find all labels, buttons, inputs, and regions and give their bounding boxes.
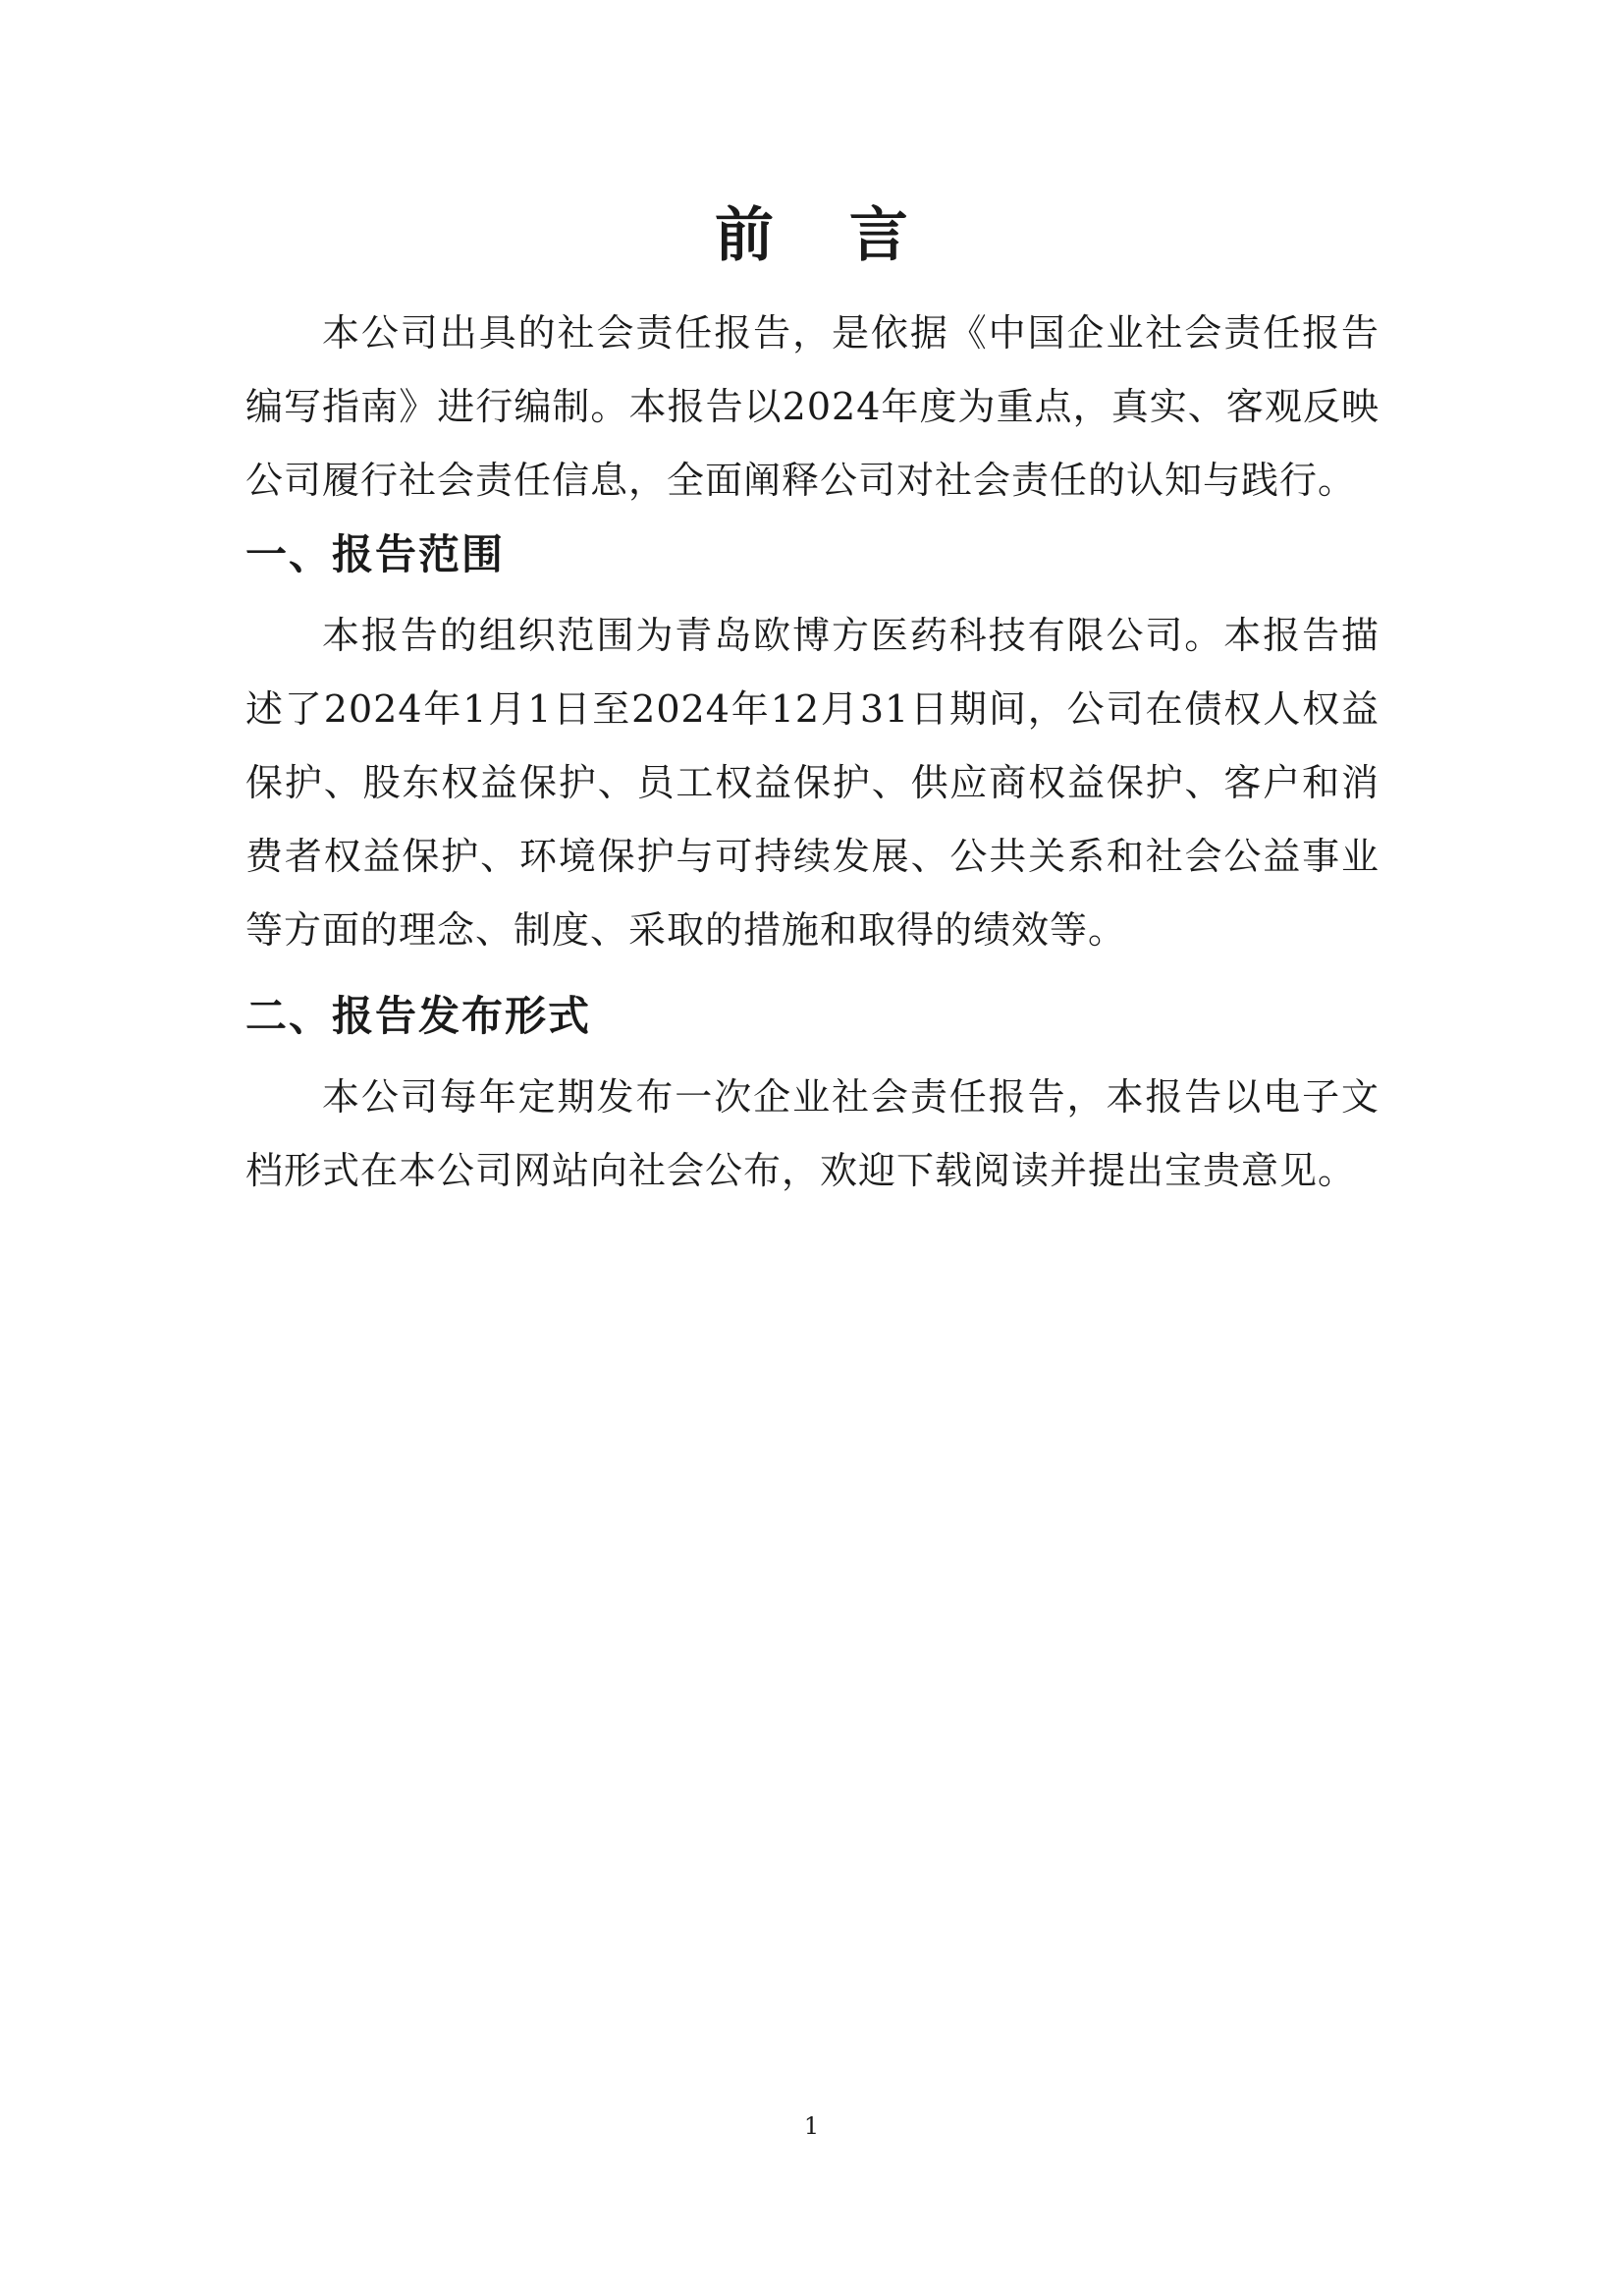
page-title: 前 言	[715, 201, 936, 270]
publication-paragraph: 本公司每年定期发布一次企业社会责任报告，本报告以电子文档形式在本公司网站向社会公布，欢迎下载阅读并提出宝贵意见。	[245, 1075, 1380, 1192]
section-heading-scope: 一、报告范围	[245, 530, 506, 578]
scope-paragraph: 本报告的组织范围为青岛欧博方医药科技有限公司。本报告描述了2024年1月1日至2024年12月31日期间，公司在债权人权益保护、股东权益保护、员工权益保护、供应商权益保护、客户和消费者权益保护、环境保护与可持续发展、公共关系和社会公益事业等方面的理念、制度、采取的措施和取得的绩效等。	[245, 614, 1380, 952]
scope-section	[245, 599, 1380, 967]
intro-section	[245, 297, 1380, 518]
intro-paragraph: 本公司出具的社会责任报告，是依据《中国企业社会责任报告编写指南》进行编制。本报告以2024年度为重点，真实、客观反映公司履行社会责任信息，全面阐释公司对社会责任的认知与践行。	[245, 311, 1380, 502]
publication-section	[245, 1061, 1380, 1208]
page-number: 1	[803, 2112, 820, 2140]
section-heading-publication: 二、报告发布形式	[245, 992, 592, 1040]
